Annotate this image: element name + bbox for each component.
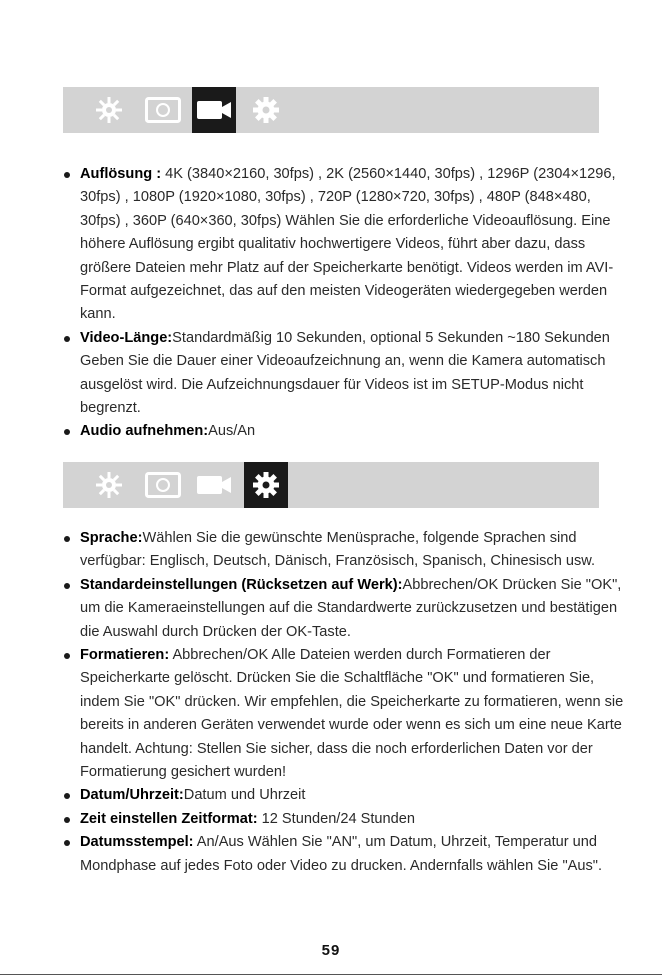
setup-settings-section [62,527,630,878]
list-item-audio [62,420,630,443]
item-label: Datumsstempel: [80,834,194,851]
list-item-date-time [62,784,630,807]
item-text: 12 Stunden/24 Stunden [257,810,416,827]
item-text: 4K (3840×2160, 30fps) , 2K (2560×1440, 30fps) , 1296P (2304×1296, 30fps) , 1080P (1920×1080, 30fps) , 720P (1280×720, 30fps) , 480P (848×480, 30fps) , 360P (640×360, 30fps) Wählen Sie die erforderliche Videoauflösung. Eine höhere Auflösung ergibt qualitativ hochwertigere Videos, führt aber dazu, dass größere Dateien mehr Platz auf der Speicherkarte benötigt. Videos werden im AVI-Format aufgezeichnet, das auf den meisten Videogeräten wiedergegeben werden kann. [80,166,616,323]
list-item-time-format [62,808,630,831]
mode-icon-bar-video [63,87,599,133]
bottom-divider [0,974,662,975]
brightness-icon [87,462,131,508]
item-label: Zeit einstellen Zeitformat: [80,810,258,827]
list-item-language [62,527,630,574]
item-text: Standardmäßig 10 Sekunden, optional 5 Sekunden ~180 Sekunden Geben Sie die Dauer einer Videoaufzeichnung an, wenn die Kamera automatisch ausgelöst wird. Die Aufzeichnungsdauer für Videos ist im SETUP-Modus nicht begrenzt. [80,329,610,417]
item-label: Auflösung : [80,166,162,182]
video-camera-icon [192,462,236,508]
item-label: Standardeinstellungen (Rücksetzen auf Werk): [80,576,403,593]
photo-camera-icon [141,462,185,508]
mode-icon-bar-setup [63,462,599,508]
settings-gear-icon [244,462,288,508]
page-number: 59 [321,942,341,959]
photo-camera-icon [141,87,185,133]
list-item-video-length [62,327,630,421]
item-label: Audio aufnehmen: [80,423,209,440]
item-label: Datum/Uhrzeit: [80,787,184,804]
brightness-icon [87,87,131,133]
item-text: Wählen Sie die gewünschte Menüsprache, folgende Sprachen sind verfügbar: Englisch, Deutsch, Dänisch, Französisch, Spanisch, Chinesisch usw. [80,530,596,570]
list-item-format [62,644,630,784]
item-label: Sprache: [80,530,143,546]
video-settings-section [62,163,630,444]
item-label: Formatieren: [80,647,170,664]
item-text: Aus/An [208,423,256,440]
item-label: Video-Länge: [80,329,173,346]
item-text: Abbrechen/OK Drücken Sie "OK", um die Kameraeinstellungen auf die Standardwerte zurückzusetzen und bestätigen die Auswahl durch Drücken der OK-Taste. [80,576,622,640]
list-item-default-settings [62,574,630,644]
item-text: An/Aus Wählen Sie "AN", um Datum, Uhrzeit, Temperatur und Mondphase auf jedes Foto oder Video zu drucken. Andernfalls wählen Sie "Aus". [80,834,603,874]
list-item-resolution [62,163,630,327]
settings-gear-icon [244,87,288,133]
item-text: Abbrechen/OK Alle Dateien werden durch Formatieren der Speicherkarte gelöscht. Drücken Sie die Schaltfläche "OK" und formatieren Sie, indem Sie "OK" drücken. Wir empfehlen, die Speicherkarte zu formatieren, wenn sie bereits in anderen Geräten verwendet wurde oder wenn es sich um eine neue Karte handelt. Achtung: Stellen Sie sicher, dass die noch erforderlichen Daten vor der Formatierung gesichert wurden! [80,647,624,781]
list-item-date-stamp [62,831,630,878]
item-text: Datum und Uhrzeit [183,787,306,804]
video-camera-icon [192,87,236,133]
